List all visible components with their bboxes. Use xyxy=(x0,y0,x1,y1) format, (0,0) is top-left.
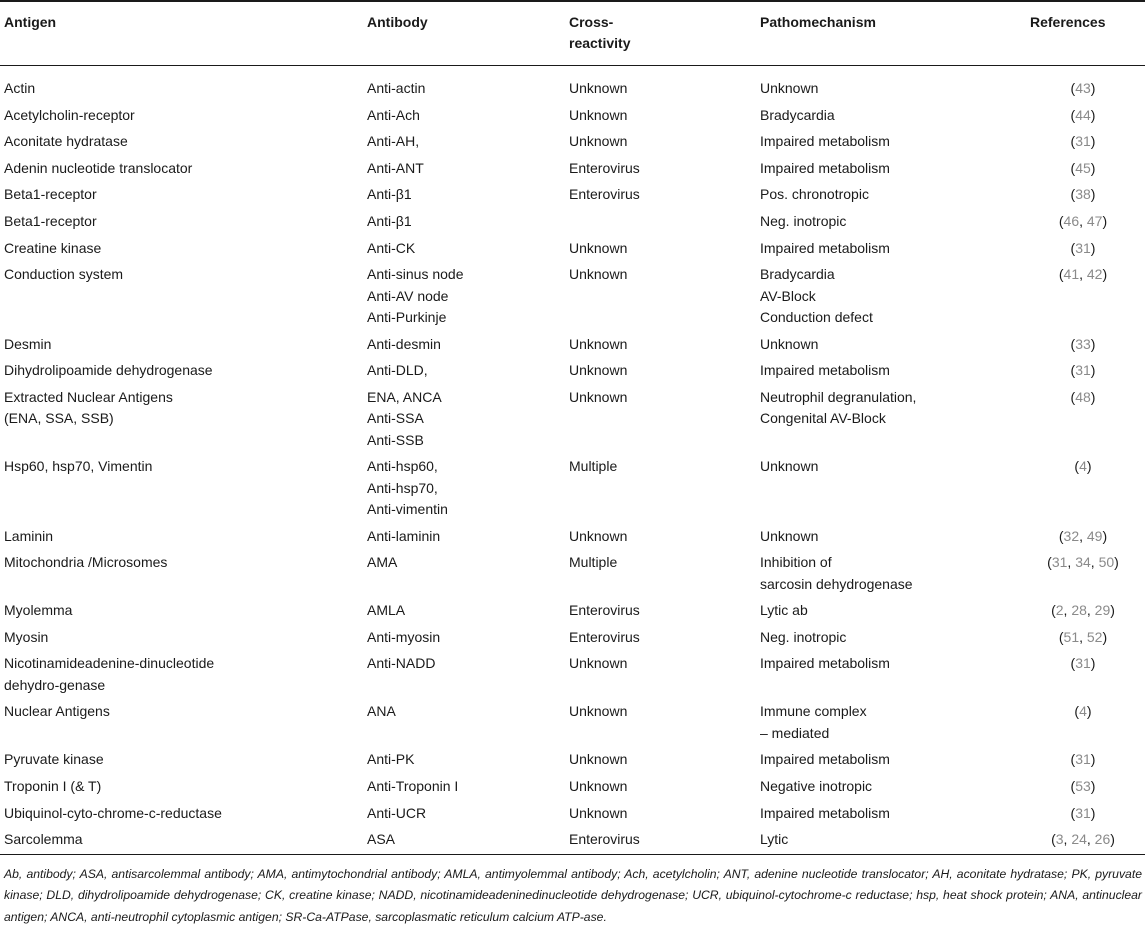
header-pathomechanism: Pathomechanism xyxy=(760,14,876,30)
cell-pathomechanism: Impaired metabolism xyxy=(760,133,890,150)
cell-pathomechanism: Inhibition of xyxy=(760,554,832,571)
cell-antigen: Sarcolemma xyxy=(4,831,83,848)
cell-pathomechanism: Impaired metabolism xyxy=(760,159,890,176)
reference-link[interactable]: 50 xyxy=(1098,554,1115,571)
cell-antibody: Anti-β1 xyxy=(367,186,412,203)
cell-cross-reactivity: Unknown xyxy=(569,239,628,256)
cell-antigen: Nicotinamideadenine-dinucleotide xyxy=(4,655,215,672)
reference-link[interactable]: 26 xyxy=(1094,831,1111,848)
reference-link[interactable]: 49 xyxy=(1086,527,1103,544)
reference-link[interactable]: 2 xyxy=(1055,602,1064,619)
cell-antigen: Actin xyxy=(4,80,36,96)
cell-antibody: ANA xyxy=(367,703,396,720)
cell-references: (31) xyxy=(1070,133,1096,150)
cell-antibody: Anti-DLD, xyxy=(367,362,428,379)
cell-references: (46, 47) xyxy=(1058,213,1108,229)
cell-antibody: Anti-SSB xyxy=(367,431,424,448)
cell-pathomechanism: – mediated xyxy=(760,724,830,741)
cell-cross-reactivity: Enterovirus xyxy=(569,602,640,619)
cell-cross-reactivity: Enterovirus xyxy=(569,186,640,203)
cell-antigen: Mitochondria /Microsomes xyxy=(4,554,168,571)
reference-link[interactable]: 31 xyxy=(1051,554,1068,571)
cell-pathomechanism: Immune complex xyxy=(760,703,867,720)
reference-link[interactable]: 31 xyxy=(1075,751,1091,768)
cell-cross-reactivity: Unknown xyxy=(569,751,628,768)
cell-cross-reactivity: Unknown xyxy=(569,266,628,283)
cell-pathomechanism: Congenital AV-Block xyxy=(760,410,886,427)
cell-cross-reactivity: Unknown xyxy=(569,133,628,150)
cell-antibody: Anti-hsp70, xyxy=(367,479,438,496)
reference-link[interactable]: 51 xyxy=(1063,628,1080,645)
cell-antigen: Adenin nucleotide translocator xyxy=(4,159,193,176)
reference-link[interactable]: 4 xyxy=(1079,703,1087,720)
reference-link[interactable]: 4 xyxy=(1079,458,1087,475)
cell-references: (31) xyxy=(1070,751,1096,768)
cell-antibody: Anti-ANT xyxy=(367,159,424,176)
cell-references: (38) xyxy=(1070,186,1096,203)
reference-link[interactable]: 32 xyxy=(1063,527,1080,544)
cell-cross-reactivity: Unknown xyxy=(569,362,628,379)
cell-antibody: AMLA xyxy=(367,602,406,619)
cell-antibody: Anti-AH, xyxy=(367,133,420,150)
cell-antigen: dehydro-genase xyxy=(4,676,106,693)
reference-link[interactable]: 31 xyxy=(1075,804,1091,821)
cell-antigen: Pyruvate kinase xyxy=(4,751,104,768)
reference-link[interactable]: 46 xyxy=(1063,213,1080,229)
cell-pathomechanism: Lytic xyxy=(760,831,789,848)
cell-antibody: Anti-sinus node xyxy=(367,266,464,283)
cell-antigen: Extracted Nuclear Antigens xyxy=(4,388,173,405)
cell-cross-reactivity: Unknown xyxy=(569,703,628,720)
reference-link[interactable]: 34 xyxy=(1075,554,1091,571)
cell-antigen: Ubiquinol-cyto-chrome-c-reductase xyxy=(4,804,222,821)
cell-references: (31) xyxy=(1070,239,1096,256)
cell-antibody: Anti-β1 xyxy=(367,213,412,229)
cell-cross-reactivity: Unknown xyxy=(569,655,628,672)
cell-pathomechanism: Neg. inotropic xyxy=(760,213,847,229)
reference-link[interactable]: 38 xyxy=(1075,186,1091,203)
cell-pathomechanism: Impaired metabolism xyxy=(760,655,890,672)
cell-references: (4) xyxy=(1074,458,1092,475)
reference-link[interactable]: 47 xyxy=(1086,213,1103,229)
top-rule xyxy=(0,0,1145,2)
cell-antibody: Anti-SSA xyxy=(367,410,424,427)
cell-antibody: Anti-CK xyxy=(367,239,416,256)
cell-cross-reactivity: Multiple xyxy=(569,554,618,571)
header-cross-reactivity-line-2: reactivity xyxy=(569,35,631,52)
reference-link[interactable]: 48 xyxy=(1075,388,1091,405)
header-antigen: Antigen xyxy=(4,14,57,30)
cell-antibody: Anti-vimentin xyxy=(367,501,448,517)
cell-pathomechanism: Bradycardia xyxy=(760,106,835,123)
cell-cross-reactivity: Enterovirus xyxy=(569,831,640,848)
bottom-rule xyxy=(0,854,1145,855)
cell-antibody: Anti-PK xyxy=(367,751,415,768)
cell-antigen: Hsp60, hsp70, Vimentin xyxy=(4,458,153,475)
reference-link[interactable]: 52 xyxy=(1086,628,1103,645)
cell-references: (44) xyxy=(1070,106,1096,123)
cell-antigen: Laminin xyxy=(4,527,54,544)
reference-link[interactable]: 33 xyxy=(1075,335,1091,352)
cell-antigen: Dihydrolipoamide dehydrogenase xyxy=(4,362,213,379)
cell-pathomechanism: Bradycardia xyxy=(760,266,835,283)
reference-link[interactable]: 29 xyxy=(1094,602,1111,619)
cell-antibody: ASA xyxy=(367,831,396,848)
reference-link[interactable]: 45 xyxy=(1075,159,1091,176)
cell-cross-reactivity: Multiple xyxy=(569,458,618,475)
cell-pathomechanism: Unknown xyxy=(760,80,819,96)
cell-pathomechanism: AV-Block xyxy=(760,287,816,304)
cell-pathomechanism: Unknown xyxy=(760,335,819,352)
reference-link[interactable]: 31 xyxy=(1075,133,1091,150)
cell-antigen: Conduction system xyxy=(4,266,124,283)
cell-antibody: Anti-NADD xyxy=(367,655,436,672)
cell-antigen: Myolemma xyxy=(4,602,73,619)
cell-references: (3, 24, 26) xyxy=(1051,831,1115,848)
cell-pathomechanism: Negative inotropic xyxy=(760,778,873,794)
cell-references: (45) xyxy=(1070,159,1096,176)
cell-references: (31) xyxy=(1070,804,1096,821)
cell-antigen: Beta1-receptor xyxy=(4,186,97,203)
cell-antibody: Anti-hsp60, xyxy=(367,458,438,475)
cell-pathomechanism: Neg. inotropic xyxy=(760,628,847,645)
cell-pathomechanism: Impaired metabolism xyxy=(760,804,890,821)
cell-antigen: (ENA, SSA, SSB) xyxy=(4,410,114,427)
cell-pathomechanism: Impaired metabolism xyxy=(760,362,890,379)
cell-antigen: Creatine kinase xyxy=(4,239,102,256)
cell-pathomechanism: sarcosin dehydrogenase xyxy=(760,575,913,592)
reference-link[interactable]: 31 xyxy=(1075,655,1091,672)
cell-pathomechanism: Unknown xyxy=(760,527,819,544)
header-cross-reactivity-line-1: Cross- xyxy=(569,14,614,30)
cell-antigen: Desmin xyxy=(4,335,52,352)
cell-cross-reactivity: Enterovirus xyxy=(569,159,640,176)
cell-cross-reactivity: Unknown xyxy=(569,388,628,405)
header-rule xyxy=(0,65,1145,66)
cell-cross-reactivity: Unknown xyxy=(569,80,628,96)
cell-references: (4) xyxy=(1074,703,1092,720)
cell-antibody: Anti-laminin xyxy=(367,527,441,544)
header-antibody: Antibody xyxy=(367,14,428,30)
reference-link[interactable]: 24 xyxy=(1071,831,1087,848)
cell-antigen: Aconitate hydratase xyxy=(4,133,128,150)
cell-references: (31) xyxy=(1070,362,1096,379)
cell-cross-reactivity: Unknown xyxy=(569,778,628,794)
cell-pathomechanism: Conduction defect xyxy=(760,309,873,325)
reference-link[interactable]: 44 xyxy=(1075,106,1091,123)
cell-antibody: Anti-actin xyxy=(367,80,426,96)
cell-pathomechanism: Impaired metabolism xyxy=(760,751,890,768)
cell-antigen: Troponin I (& T) xyxy=(4,778,102,794)
reference-link[interactable]: 3 xyxy=(1055,831,1064,848)
cell-antibody: Anti-desmin xyxy=(367,335,441,352)
reference-link[interactable]: 28 xyxy=(1071,602,1087,619)
cell-references: (51, 52) xyxy=(1058,628,1108,645)
cell-cross-reactivity: Unknown xyxy=(569,106,628,123)
cell-antigen: Myosin xyxy=(4,628,49,645)
cell-antibody: Anti-UCR xyxy=(367,804,427,821)
cell-antibody: Anti-Troponin I xyxy=(367,778,459,794)
header-references: References xyxy=(1030,14,1106,30)
cell-antigen: Nuclear Antigens xyxy=(4,703,110,720)
cell-pathomechanism: Unknown xyxy=(760,458,819,475)
cell-pathomechanism: Pos. chronotropic xyxy=(760,186,869,203)
reference-link[interactable]: 43 xyxy=(1075,80,1091,96)
cell-cross-reactivity: Enterovirus xyxy=(569,628,640,645)
cell-references: (41, 42) xyxy=(1058,266,1108,283)
reference-link[interactable]: 31 xyxy=(1075,239,1091,256)
cell-references: (31) xyxy=(1070,655,1096,672)
cell-references: (2, 28, 29) xyxy=(1051,602,1115,619)
cell-references: (31, 34, 50) xyxy=(1047,554,1119,571)
cell-antibody: Anti-Purkinje xyxy=(367,309,447,325)
cell-references: (32, 49) xyxy=(1058,527,1108,544)
cell-references: (48) xyxy=(1070,388,1096,405)
cell-cross-reactivity: Unknown xyxy=(569,335,628,352)
cell-antibody: Anti-Ach xyxy=(367,106,420,123)
cell-antibody: Anti-myosin xyxy=(367,628,441,645)
cell-references: (33) xyxy=(1070,335,1096,352)
cell-pathomechanism: Impaired metabolism xyxy=(760,239,890,256)
cell-references: (43) xyxy=(1070,80,1096,96)
reference-link[interactable]: 42 xyxy=(1086,266,1103,283)
cell-references: (53) xyxy=(1070,778,1096,794)
cell-antibody: AMA xyxy=(367,554,398,571)
cell-antibody: Anti-AV node xyxy=(367,287,449,304)
reference-link[interactable]: 31 xyxy=(1075,362,1091,379)
reference-link[interactable]: 41 xyxy=(1063,266,1080,283)
reference-link[interactable]: 53 xyxy=(1075,778,1091,794)
cell-cross-reactivity: Unknown xyxy=(569,527,628,544)
cell-antigen: Acetylcholin-receptor xyxy=(4,106,135,123)
cell-pathomechanism: Lytic ab xyxy=(760,602,808,619)
table-footnote: Ab, antibody; ASA, antisarcolemmal antibody; AMA, antimytochondrial antibody; AMLA, antimyolemmal antibody; Ach, acetylcholin; ANT, adenine nucleotide translocator; AH, aconitate hydratase; PK, pyruvate kinase; DLD, dihydrolipoamide dehydrogenase; CK, creatine kinase; NADD, nicotinamideadeninedinucleotide dehydrogenase; UCR, ubiquinol-cytochrome-c reductase; hsp, heat shock protein; ANA, antinuclear antigen; ANCA, anti-neutrophil cytoplasmic antigen; SR-Ca-ATPase, sarcoplasmatic reticulum calcium ATP-ase. xyxy=(4,867,1142,924)
cell-pathomechanism: Neutrophil degranulation, xyxy=(760,388,917,405)
cell-cross-reactivity: Unknown xyxy=(569,804,628,821)
cell-antigen: Beta1-receptor xyxy=(4,213,97,229)
cell-antibody: ENA, ANCA xyxy=(367,388,442,405)
